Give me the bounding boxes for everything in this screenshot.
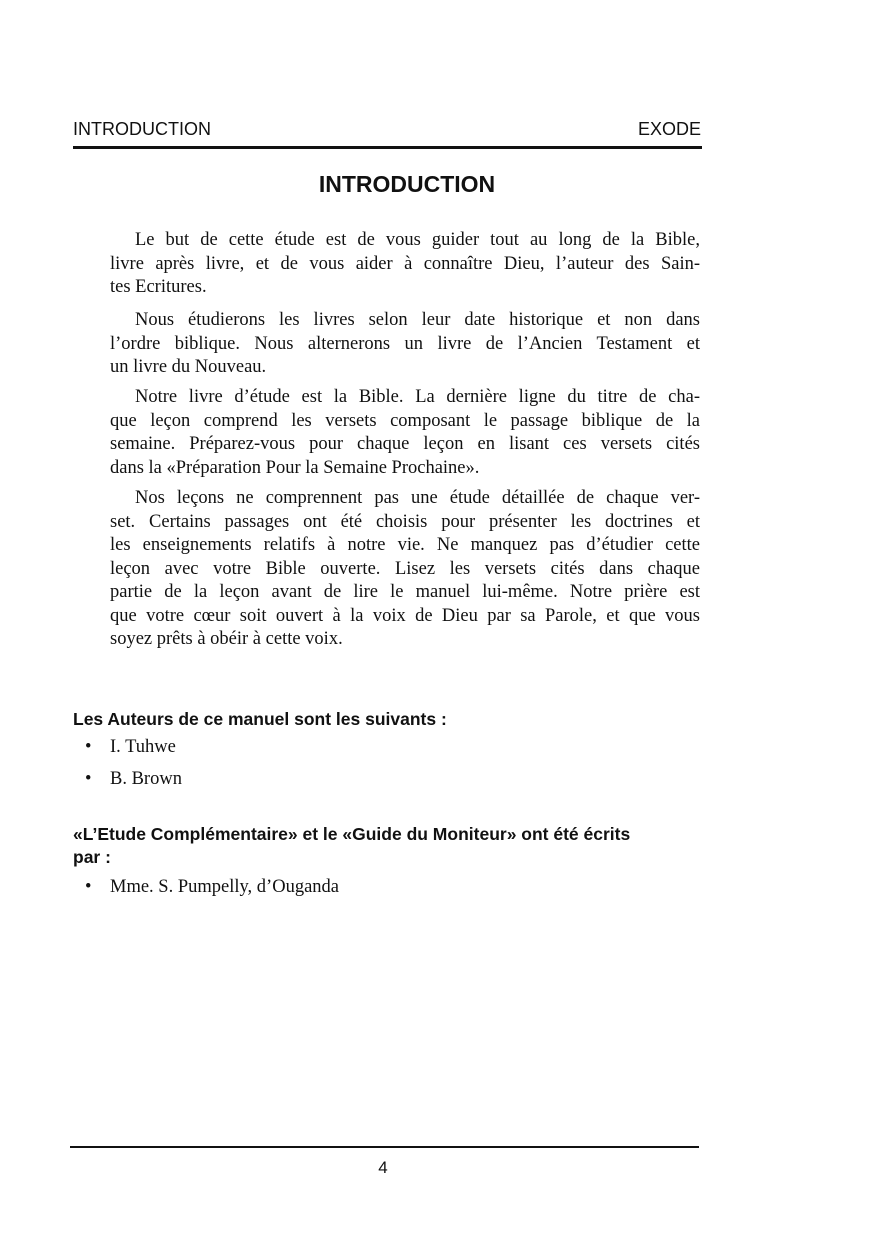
header-rule — [73, 146, 702, 149]
text-line: que leçon comprend les versets composant le passage biblique de la — [110, 410, 700, 431]
page-number: 4 — [378, 1158, 388, 1177]
author-name: I. Tuhwe — [110, 737, 176, 757]
bullet-icon: • — [85, 769, 92, 789]
text-line: livre après livre, et de vous aider à connaître Dieu, l’auteur des Sain- — [110, 253, 700, 274]
author-name: B. Brown — [110, 769, 182, 789]
writers-heading — [73, 823, 703, 869]
list-item — [85, 769, 182, 790]
text-line: tes Ecritures. — [110, 277, 207, 297]
paragraph-1 — [110, 229, 700, 300]
writer-name: Mme. S. Pumpelly, d’Ouganda — [110, 877, 340, 897]
text-line: un livre du Nouveau. — [110, 357, 267, 377]
running-header-left: INTRODUCTION — [73, 119, 211, 139]
page-title: INTRODUCTION — [318, 171, 496, 197]
list-item — [85, 737, 176, 758]
paragraph-3 — [110, 386, 700, 480]
bullet-icon: • — [85, 877, 92, 897]
text-line: Nous étudierons les livres selon leur date historique et non dans — [135, 310, 700, 330]
text-line: dans la «Préparation Pour la Semaine Prochaine». — [110, 457, 480, 478]
text-line: Nos leçons ne comprennent pas une étude détaillée de chaque ver- — [135, 488, 700, 508]
text-line: partie de la leçon avant de lire le manuel lui-même. Notre prière est — [110, 582, 700, 602]
text-line: soyez prêts à obéir à cette voix. — [110, 629, 343, 649]
text-line: semaine. Préparez-vous pour chaque leçon en lisant ces versets cités — [110, 434, 700, 454]
list-item — [85, 877, 339, 898]
heading-line: «L’Etude Complémentaire» et le «Guide du Moniteur» ont été écrits — [73, 824, 631, 844]
text-line: set. Certains passages ont été choisis pour présenter les doctrines et — [110, 511, 700, 532]
text-line: Notre livre d’étude est la Bible. La dernière ligne du titre de cha- — [135, 387, 700, 407]
text-line: leçon avec votre Bible ouverte. Lisez les versets cités dans chaque — [110, 558, 700, 579]
running-header-right: EXODE — [637, 119, 701, 139]
authors-heading: Les Auteurs de ce manuel sont les suivants : — [73, 709, 447, 729]
text-line: les enseignements relatifs à notre vie. Ne manquez pas d’étudier cette — [110, 535, 700, 555]
text-line: que votre cœur soit ouvert à la voix de Dieu par sa Parole, et que vous — [110, 605, 700, 626]
bullet-icon: • — [85, 737, 92, 757]
paragraph-4 — [110, 487, 700, 652]
text-line: Le but de cette étude est de vous guider tout au long de la Bible, — [135, 230, 700, 250]
text-line: l’ordre biblique. Nous alternerons un livre de l’Ancien Testament et — [110, 333, 700, 354]
heading-line: par : — [73, 847, 111, 867]
footer-rule — [70, 1146, 699, 1148]
paragraph-2 — [110, 309, 700, 380]
